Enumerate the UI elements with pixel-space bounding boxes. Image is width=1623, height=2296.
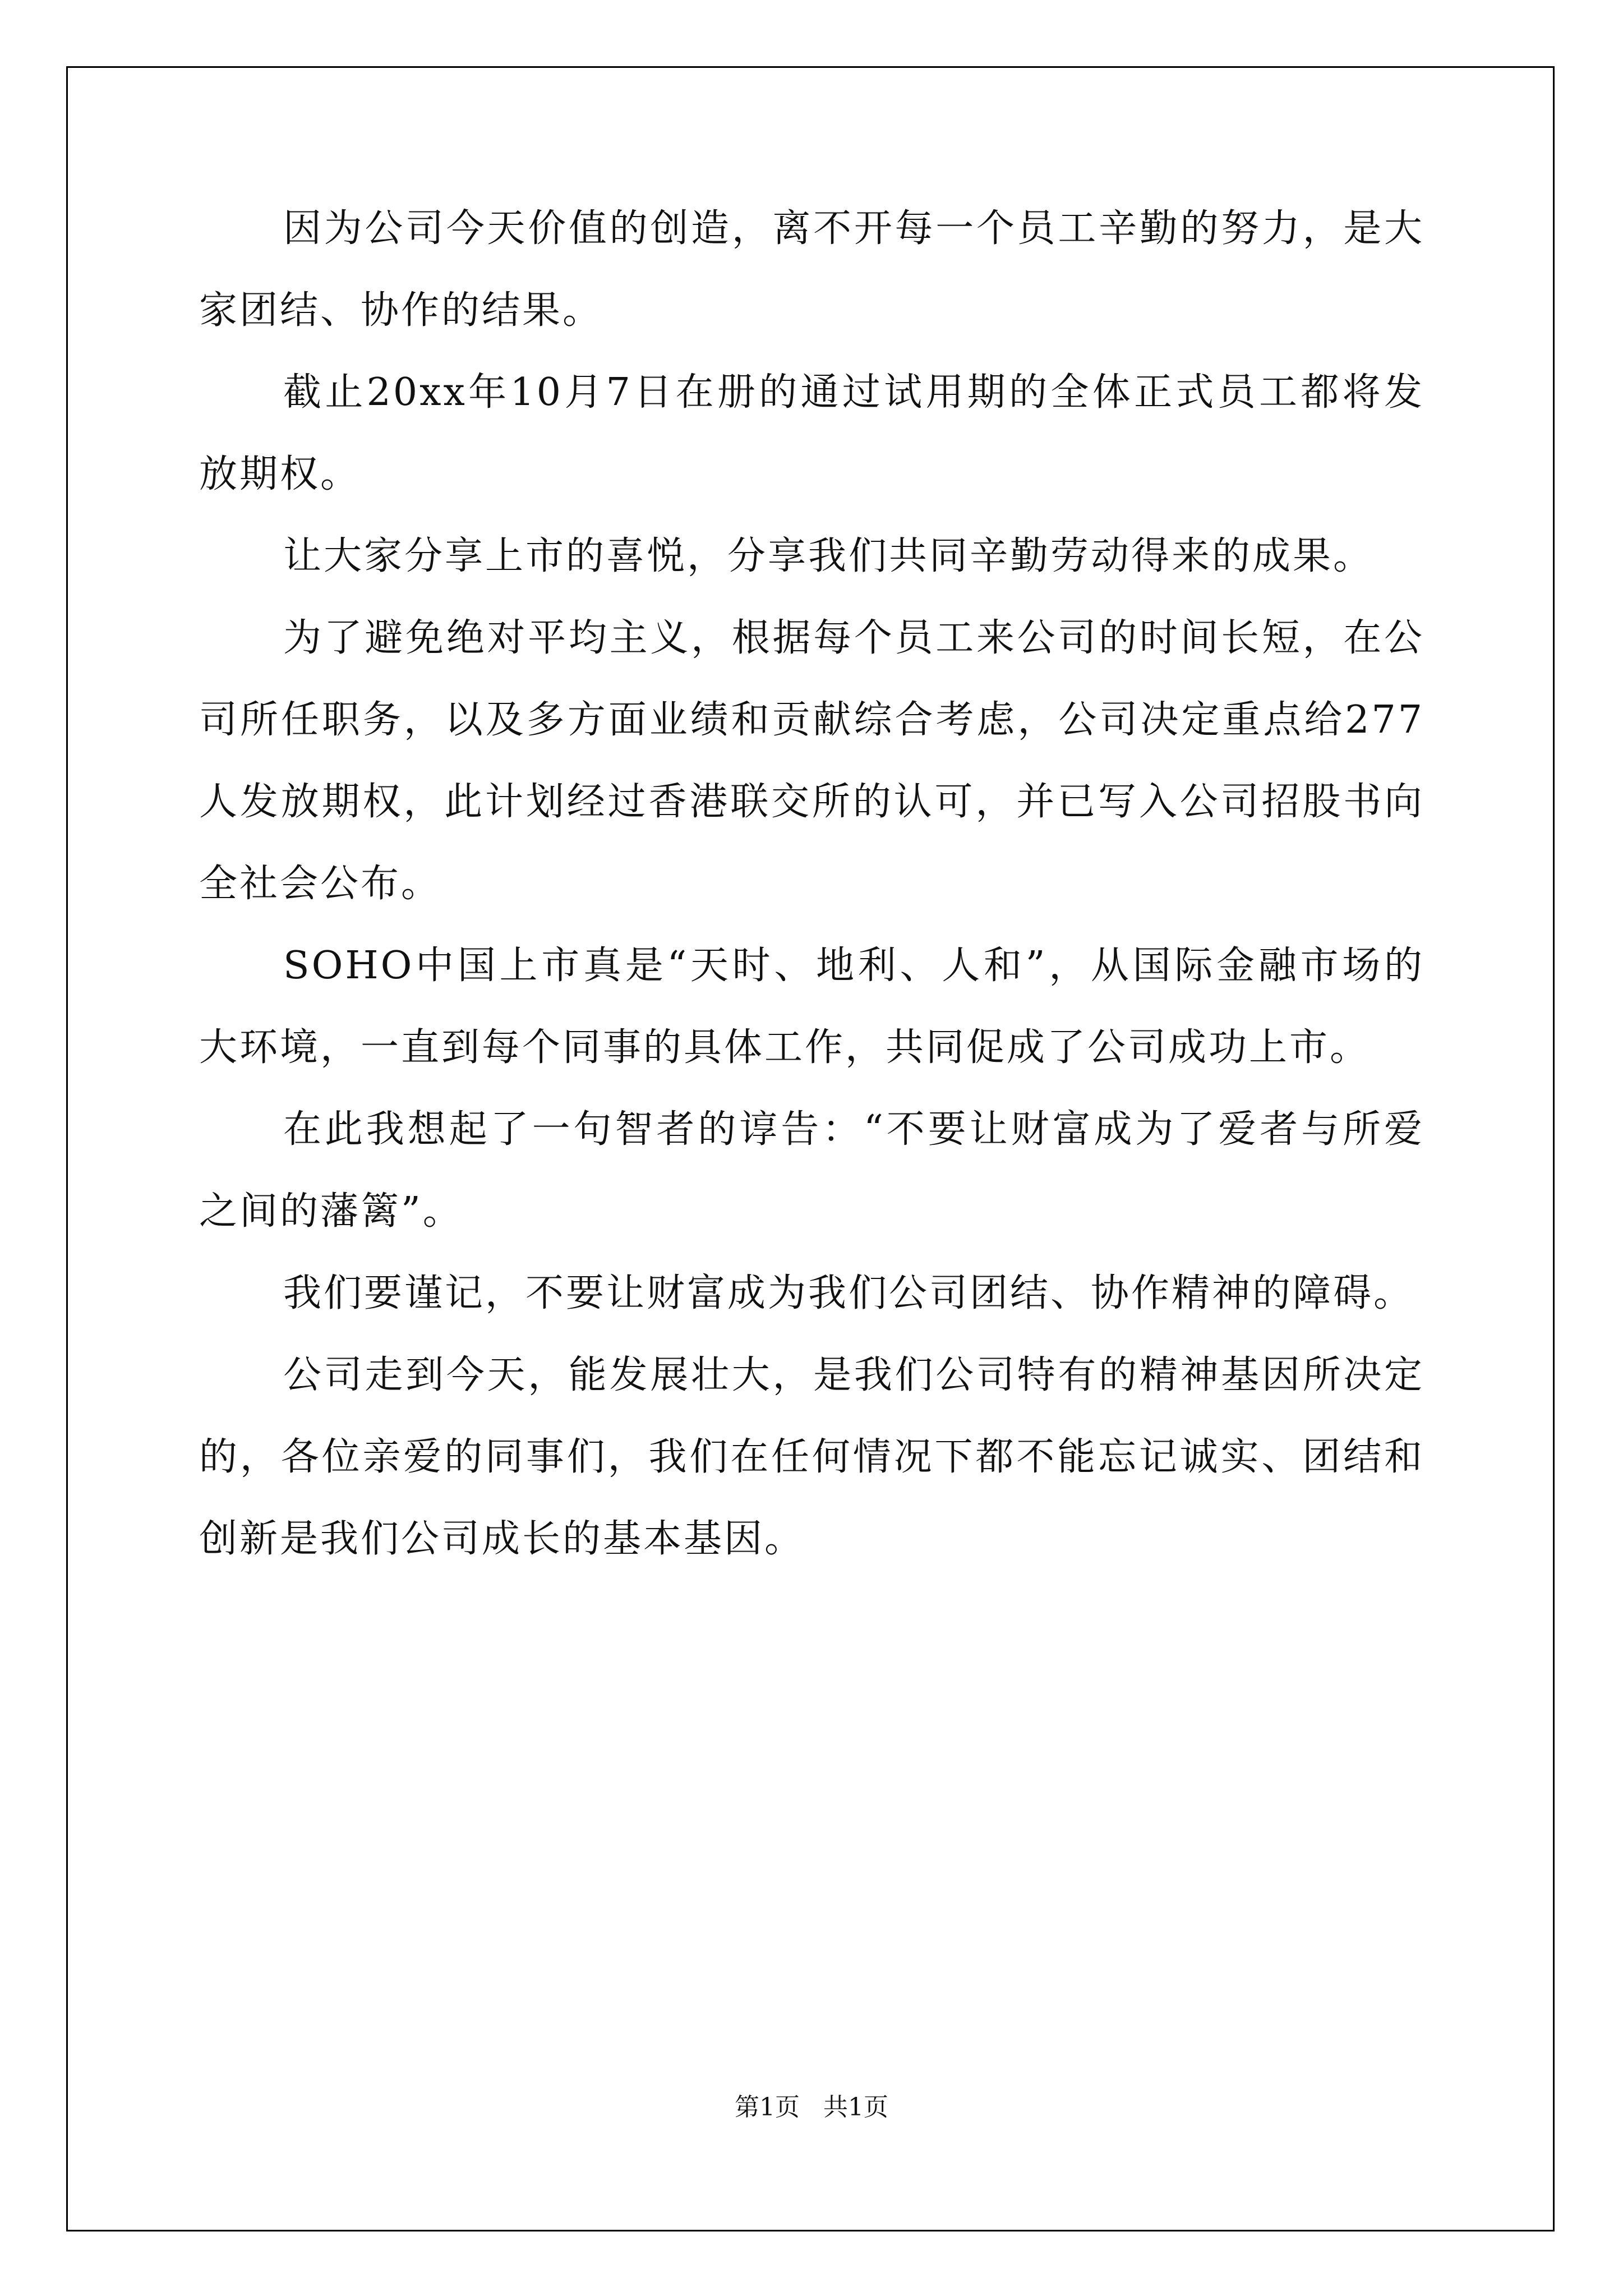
paragraph-5: SOHO中国上市真是“天时、地利、人和”，从国际金融市场的大环境，一直到每个同事的具体工作，共同促成了公司成功上市。	[199, 944, 1424, 1070]
paragraph-8: 公司走到今天，能发展壮大，是我们公司特有的精神基因所决定的，各位亲爱的同事们，我们在任何情况下都不能忘记诚实、团结和创新是我们公司成长的基本基因。	[199, 1353, 1424, 1561]
paragraph-6: 在此我想起了一句智者的谆告：“不要让财富成为了爱者与所爱之间的藩篱”。	[199, 1107, 1424, 1234]
paragraph-4: 为了避免绝对平均主义，根据每个员工来公司的时间长短，在公司所任职务，以及多方面业绩和贡献综合考虑，公司决定重点给277人发放期权，此计划经过香港联交所的认可，并已写入公司招股书向全社会公布。	[199, 616, 1424, 906]
page-number-footer: 第1页 共1页	[735, 2093, 888, 2122]
paragraph-1: 因为公司今天价值的创造，离不开每一个员工辛勤的努力，是大家团结、协作的结果。	[199, 206, 1424, 333]
document-body	[199, 188, 1424, 1580]
paragraph-7: 我们要谨记，不要让财富成为我们公司团结、协作精神的障碍。	[283, 1271, 1414, 1315]
paragraph-3: 让大家分享上市的喜悦，分享我们共同辛勤劳动得来的成果。	[283, 534, 1374, 578]
paragraph-2: 截止20xx年10月7日在册的通过试用期的全体正式员工都将发放期权。	[199, 370, 1424, 496]
